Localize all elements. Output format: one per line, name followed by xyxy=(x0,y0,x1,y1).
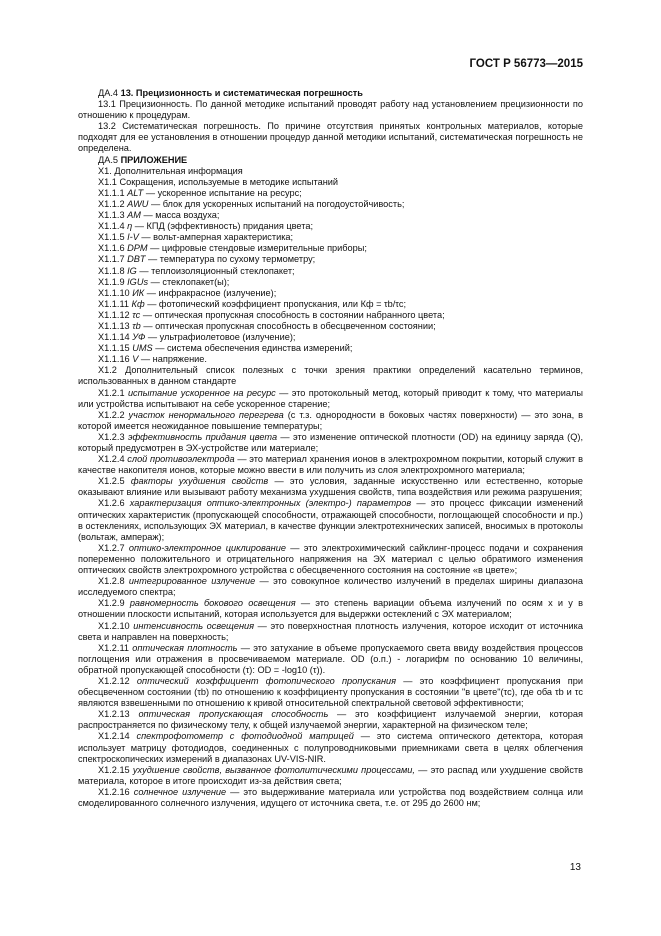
item-description: — оптическая пропускная способность в состоянии набранного цвета; xyxy=(140,309,445,320)
definition-item xyxy=(78,543,583,576)
item-description: — это совокупное количество излучений в пределах ширины диапазона исследуемого спектра; xyxy=(78,576,583,598)
item-term: оптическая пропускающая способность xyxy=(138,709,329,720)
item-description: — это условия, заданные искусственно или естественно, которые оказывают влияние или вызывают работу механизма ухудшения свойств, типа воздействия или режима разрушения; xyxy=(78,476,583,498)
abbreviation-item xyxy=(78,266,583,277)
abbreviation-item xyxy=(78,210,583,221)
section-prefix: ДА.4 xyxy=(98,88,121,98)
page-content xyxy=(78,88,583,809)
item-term: спектрофотометр с фотодиодной матрицей xyxy=(136,731,354,742)
item-term: IGUs xyxy=(127,276,149,287)
item-description: — это распад или ухудшение свойств материала, которое в итоге происходит из-за действия света; xyxy=(78,764,583,786)
item-term: AWU xyxy=(127,198,149,209)
item-term: участок ненормального перегрева xyxy=(128,409,284,420)
abbreviation-item xyxy=(78,354,583,365)
abbreviation-item xyxy=(78,343,583,354)
item-term: оптико-электронное циклирование xyxy=(128,542,286,553)
item-term: I-V xyxy=(127,232,139,243)
item-number: Х1.2.6 xyxy=(98,498,130,509)
item-number: Х1.1.9 xyxy=(98,276,128,287)
abbreviation-item xyxy=(78,277,583,288)
paragraph-13-1: 13.1 Прецизионность. По данной методике испытаний проводят работу над установлением прецизионности по отношению к процедурам. xyxy=(78,99,583,121)
item-description: — это коэффициент излучаемой энергии, которая распространяется по физическому телу, к общей излучаемой энергии, характерной на физическом теле; xyxy=(78,709,583,731)
item-term: ALT xyxy=(127,187,144,198)
definition-item xyxy=(78,731,583,764)
item-description: — система обеспечения единства измерений; xyxy=(152,343,353,354)
x1-heading: Х1. Дополнительная информация xyxy=(98,165,243,176)
abbreviation-item xyxy=(78,243,583,254)
item-description: — это протокольный метод, который приводит к тому, что материалы или устройства испытывают на себе ускоренное старение; xyxy=(78,387,583,409)
item-term: испытание ускоренное на ресурс xyxy=(127,387,276,398)
item-number: Х1.2.16 xyxy=(98,786,134,797)
abbreviation-item xyxy=(78,254,583,265)
item-number: Х1.2.15 xyxy=(98,764,133,775)
item-number: Х1.2.5 xyxy=(98,476,131,487)
item-description: — блок для ускоренных испытаний на погодоустойчивость; xyxy=(148,198,405,209)
item-term: АМ xyxy=(127,210,141,221)
definition-item xyxy=(78,410,583,432)
definition-item xyxy=(78,576,583,598)
item-term: оптический коэффициент фотопического пропускания xyxy=(136,675,397,686)
item-number: Х1.2.10 xyxy=(98,620,134,631)
item-term: равномерность бокового освещения xyxy=(129,598,296,609)
item-number: Х1.1.11 xyxy=(98,298,132,309)
item-description: — это выдерживание материала или устройства под воздействием солнца или смоделированного солнечного излучения, идущего от источника света, т.е. от 295 до 2600 нм; xyxy=(78,786,584,808)
item-term: V xyxy=(132,354,139,365)
abbreviation-item xyxy=(78,221,583,232)
definition-item xyxy=(78,498,583,542)
item-term: Кф xyxy=(131,298,145,309)
item-description: — это коэффициент пропускания при обесцвеченном состоянии (τb) по отношению к коэффициенту пропускания в состоянии "в цвете"(τc), где оба τb и τc являются взвешенными по отношению к кривой относительной спектральной световой эффективности; xyxy=(78,675,583,709)
section-prefix: ДА.5 xyxy=(98,154,121,165)
abbreviation-item xyxy=(78,199,583,210)
item-number: Х1.1.8 xyxy=(98,265,128,276)
item-term: УФ xyxy=(132,332,146,343)
item-description: — масса воздуха; xyxy=(140,210,220,221)
item-number: Х1.2.13 xyxy=(98,709,139,720)
item-number: Х1.2.1 xyxy=(98,387,128,398)
item-number: Х1.1.6 xyxy=(98,243,128,254)
item-number: Х1.1.10 xyxy=(98,287,133,298)
paragraph-13-2: 13.2 Систематическая погрешность. По причине отсутствия принятых контрольных материалов, которые подходят для ее установления в отношении процедур данной методики испытаний, систематическая погрешность не определена. xyxy=(78,121,583,154)
item-description: — это степень вариации объема излучений по осям x и y в отношении плоскости испытаний, которая используется для выдержки остеклений с ЭХ материалом; xyxy=(78,598,584,620)
abbreviation-item xyxy=(78,232,583,243)
item-description: — температура по сухому термометру; xyxy=(145,254,316,265)
item-number: Х1.1.2 xyxy=(98,198,128,209)
item-description: — это затухание в объеме пропускаемого света ввиду воздействия процессов поглощения или отражения в просвечиваемом материале. OD (о.п.) - логарифм по основанию 10 величины, обратной пропускающей способности (τ): OD = -log10 (τ)). xyxy=(78,642,583,675)
item-description: — теплоизоляционный стеклопакет; xyxy=(136,265,295,276)
item-description: — это процесс фиксации изменений оптических характеристик (пропускающей способности, отражающей способности, поглощающей способности и пр.) в остеклениях, использующих ЭХ материал, в качестве функции электротехнических записей, вносимых в протоколы (вольтаж, ампераж); xyxy=(78,498,583,542)
definition-item xyxy=(78,621,583,643)
page-number: 13 xyxy=(569,862,581,873)
item-description: — стеклопакет(ы); xyxy=(148,276,230,287)
item-description: — это изменение оптической плотности (OD) на единицу заряда (Q), который предусмотрен в ЭХ-устройстве или материале; xyxy=(78,431,583,453)
item-description: — фотопический коэффициент пропускания, или Кф = τb/τc; xyxy=(144,298,407,309)
definition-item xyxy=(78,709,583,731)
item-description: — ускоренное испытание на ресурс; xyxy=(143,187,302,198)
item-term: эффективность придания цвета xyxy=(127,431,278,442)
definition-list xyxy=(78,388,583,810)
abbreviation-item xyxy=(78,288,583,299)
abbreviation-item xyxy=(78,299,583,310)
definition-item xyxy=(78,432,583,454)
item-term: ухудшение свойств, вызванное фотолитическими процессами, xyxy=(132,764,415,775)
item-number: Х1.2.2 xyxy=(98,409,129,420)
x1-1-heading: Х1.1 Сокращения, используемые в методике испытаний xyxy=(98,176,339,187)
item-term: DPM xyxy=(127,243,148,254)
item-term: τc xyxy=(132,309,141,320)
item-description: — цифровые стендовые измерительные приборы; xyxy=(147,243,367,254)
abbreviation-item xyxy=(78,332,583,343)
definition-item xyxy=(78,476,583,498)
item-term: UMS xyxy=(132,343,153,354)
definition-item xyxy=(78,454,583,476)
item-term: солнечное излучение xyxy=(133,786,227,797)
definition-item xyxy=(78,388,583,410)
abbreviation-list xyxy=(78,188,583,366)
abbreviation-item xyxy=(78,188,583,199)
item-number: Х1.1.12 xyxy=(98,309,133,320)
item-number: Х1.2.9 xyxy=(98,598,130,609)
item-description: (с т.з. однородности в боковых частях поверхности) — это зона, в которой имеется неожиданное повышение температуры; xyxy=(78,409,583,431)
item-term: IG xyxy=(127,265,137,276)
item-term: характеризация оптико-электронных (электро-) параметров xyxy=(129,498,412,509)
definition-item xyxy=(78,765,583,787)
section-title: ПРИЛОЖЕНИЕ xyxy=(120,154,188,165)
item-number: Х1.2.7 xyxy=(98,542,129,553)
item-description: — напряжение. xyxy=(138,354,207,365)
x1-2-heading: Х1.2 Дополнительный список полезных с точки зрения практики определений касательно терминов, использованных в данном стандарте xyxy=(78,365,583,387)
item-description: — это система оптического детектора, которая использует матрицу фотодиодов, соединенных с полупроводниковыми приемниками света в целях облегчения спектроскопических измерений в диапазонах UV-VIS-NIR. xyxy=(78,731,583,764)
item-number: Х1.2.3 xyxy=(98,431,128,442)
item-term: τb xyxy=(132,320,141,331)
item-number: Х1.1.13 xyxy=(98,320,133,331)
item-number: Х1.1.3 xyxy=(98,210,128,221)
section-title: 13. Прецизионность и систематическая погрешность xyxy=(120,88,363,98)
item-number: Х1.2.11 xyxy=(98,642,133,653)
standard-header: ГОСТ Р 56773—2015 xyxy=(469,58,583,70)
item-number: Х1.2.8 xyxy=(98,576,129,587)
item-number: Х1.1.7 xyxy=(98,254,128,265)
definition-item xyxy=(78,643,583,676)
item-term: интенсивность освещения xyxy=(133,620,255,631)
item-term: интегрированное излучение xyxy=(128,576,256,587)
item-number: Х1.2.14 xyxy=(98,731,137,742)
item-number: Х1.2.4 xyxy=(98,454,128,465)
item-description: — КПД (эффективность) придания цвета; xyxy=(132,221,313,232)
item-term: η xyxy=(127,221,133,232)
item-number: Х1.1.15 xyxy=(98,343,133,354)
definition-item xyxy=(78,598,583,620)
definition-item xyxy=(78,787,583,809)
item-term: ИК xyxy=(132,287,145,298)
abbreviation-item xyxy=(78,321,583,332)
item-term: факторы ухудшения свойств xyxy=(130,476,269,487)
item-term: оптическая плотность xyxy=(132,642,238,653)
item-number: Х1.2.12 xyxy=(98,675,137,686)
item-number: Х1.1.14 xyxy=(98,332,133,343)
section-da4-heading xyxy=(78,88,583,99)
item-description: — это электрохимический сайклинг-процесс подачи и сохранения попеременно положительного и отрицательного напряжения на ЭХ материал с целью обратимого изменения оптических свойств электрохромного устройства с обесцвеченного состояния на состояние «в цвете»; xyxy=(78,542,583,576)
item-description: — вольт-амперная характеристика; xyxy=(138,232,294,243)
item-number: Х1.1.4 xyxy=(98,221,128,232)
item-term: DBT xyxy=(127,254,146,265)
item-number: Х1.1.16 xyxy=(98,354,133,365)
section-da5-heading xyxy=(78,155,583,166)
item-number: Х1.1.5 xyxy=(98,232,128,243)
item-description: — ультрафиолетовое (излучение); xyxy=(145,332,296,343)
item-number: Х1.1.1 xyxy=(98,187,128,198)
definition-item xyxy=(78,676,583,709)
abbreviation-item xyxy=(78,310,583,321)
item-description: — оптическая пропускная способность в обесцвеченном состоянии; xyxy=(140,320,436,331)
item-description: — это материал хранения ионов в электрохромном покрытии, который служит в качестве накопителя ионов, которые можно ввести в или получить из слоя электрохромного материала; xyxy=(78,454,583,476)
item-description: — это поверхностная плотность излучения, которое исходит от источника света и направлен на поверхность; xyxy=(78,620,583,642)
item-description: — инфракрасное (излучение); xyxy=(144,287,277,298)
item-term: слой противоэлектрода xyxy=(127,454,235,465)
